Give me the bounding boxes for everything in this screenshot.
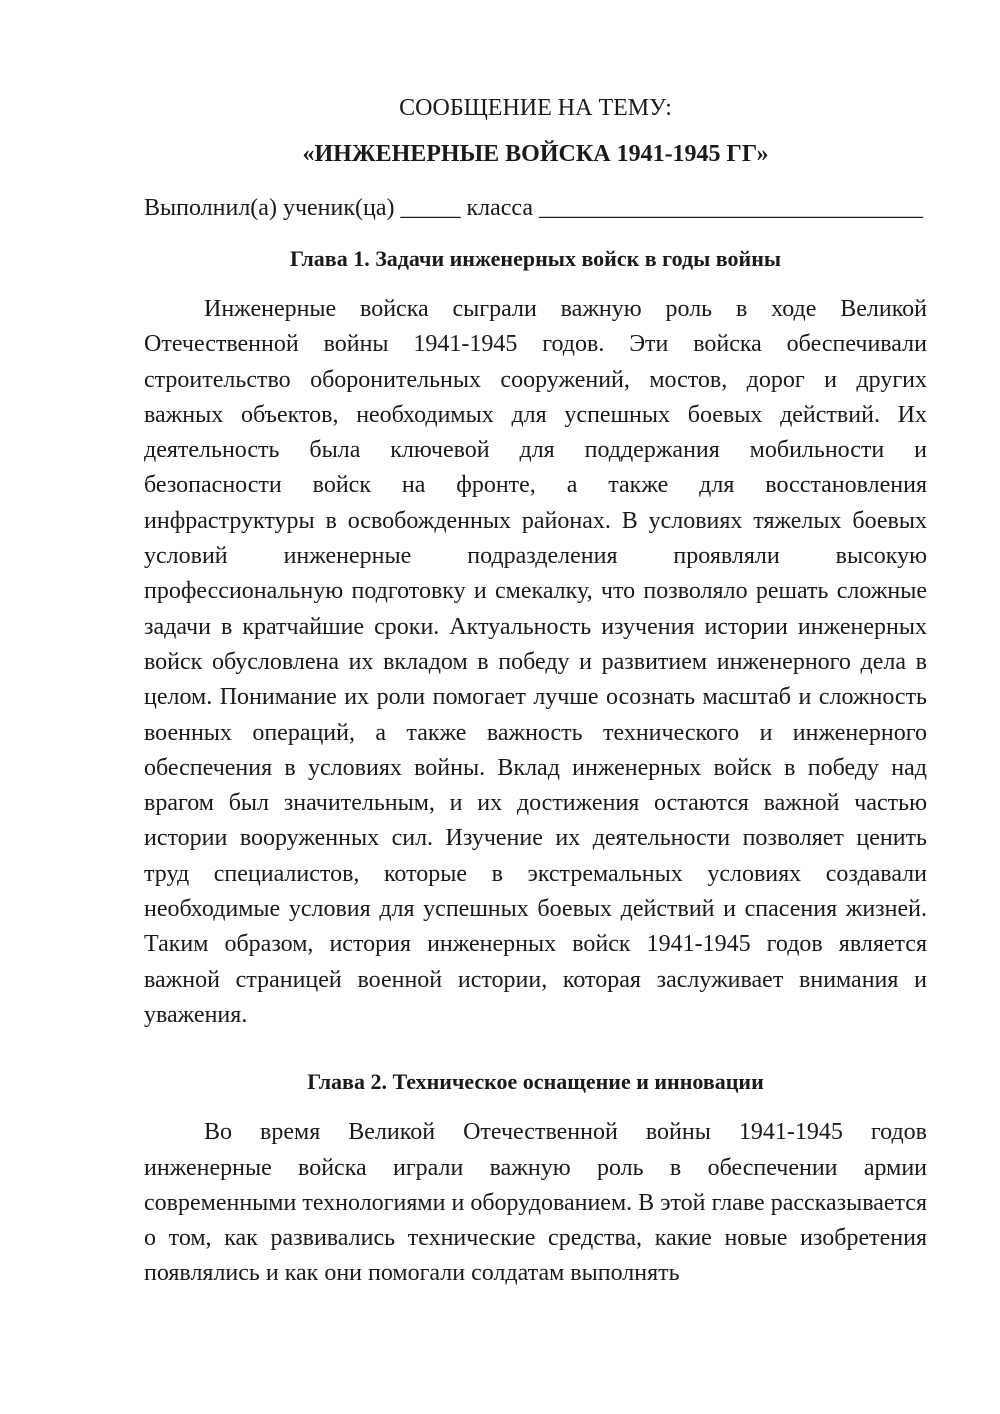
- chapter-1-heading: Глава 1. Задачи инженерных войск в годы войны: [289, 246, 782, 271]
- chapter-2-paragraph: Во время Великой Отечественной войны 1941-1945 годов инженерные войска играли важную роль в обеспечении армии современными технологиями и оборудованием. В этой главе рассказывается о том, как развивались технические средства, какие новые изобретения появлялись и как они помогали солдатам выполнять: [144, 1119, 927, 1287]
- student-info-line: Выполнил(а) ученик(ца) _____ класса ________________________________: [144, 195, 924, 221]
- document-title-line-1: СООБЩЕНИЕ НА ТЕМУ:: [399, 95, 672, 121]
- chapter-1-paragraph: Инженерные войска сыграли важную роль в ходе Великой Отечественной войны 1941-1945 годов. Эти войска обеспечивали строительство оборонительных сооружений, мостов, дорог и других важных объектов, необходимых для успешных боевых действий. Их деятельность была ключевой для поддержания мобильности и безопасности войск на фронте, а также для восстановления инфраструктуры в освобожденных районах. В условиях тяжелых боевых условий инженерные подразделения проявляли высокую профессиональную подготовку и смекалку, что позволяло решать сложные задачи в кратчайшие сроки. Актуальность изучения истории инженерных войск обусловлена их вкладом в победу и развитием инженерного дела в целом. Понимание их роли помогает лучше осознать масштаб и сложность военных операций, а также важность технического и инженерного обеспечения в условиях войны. Вклад инженерных войск в победу над врагом был значительным, и их достижения остаются важной частью истории вооруженных сил. Изучение их деятельности позволяет ценить труд специалистов, которые в экстремальных условиях создавали необходимые условия для успешных боевых действий и спасения жизней. Таким образом, история инженерных войск 1941-1945 годов является важной страницей военной истории, которая заслуживает внимания и уважения.: [144, 296, 927, 1028]
- document-title-line-2: «ИНЖЕНЕРНЫЕ ВОЙСКА 1941-1945 ГГ»: [302, 141, 769, 167]
- chapter-2-heading: Глава 2. Техническое оснащение и инновации: [307, 1069, 764, 1095]
